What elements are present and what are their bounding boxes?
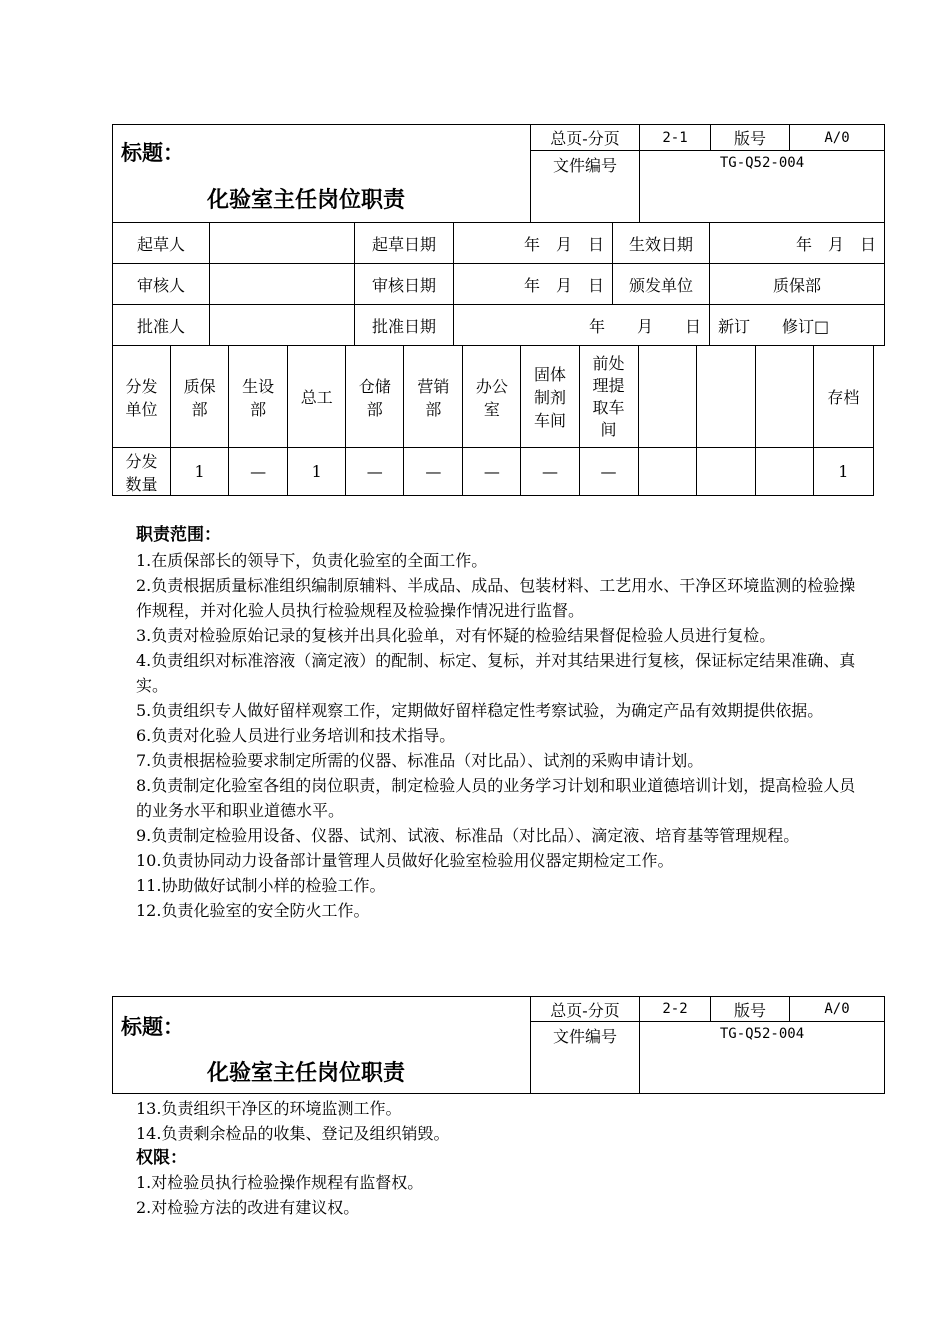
dept-line: 总工 bbox=[300, 388, 333, 407]
review-date-label: 审核日期 bbox=[355, 264, 454, 305]
reviewer-label: 审核人 bbox=[113, 264, 210, 305]
list-item: 14.负责剩余检品的收集、登记及组织销毁。 bbox=[136, 1124, 450, 1143]
qty-header-line: 分发 bbox=[125, 451, 158, 471]
list-item: 1.对检验员执行检验操作规程有监督权。 bbox=[136, 1173, 424, 1192]
list-item: 10.负责协同动力设备部计量管理人员做好化验室检验用仪器定期检定工作。 bbox=[136, 851, 674, 870]
distribution-table bbox=[112, 345, 874, 496]
qty-cell: — bbox=[463, 448, 521, 496]
list-item: 5.负责组织专人做好留样观察工作，定期做好留样稳定性考察试验，为确定产品有效期提供依据。 bbox=[136, 701, 824, 720]
qty-cell: — bbox=[579, 448, 638, 496]
dept-line: 制剂 bbox=[533, 388, 566, 407]
revision-status: 新订 修订□ bbox=[710, 305, 885, 346]
header-title-cell bbox=[113, 997, 531, 1094]
dept-line: 车间 bbox=[533, 411, 566, 430]
dept-line: 存档 bbox=[827, 388, 860, 407]
issuer-value: 质保部 bbox=[710, 264, 885, 305]
qty-header-line: 数量 bbox=[125, 474, 158, 494]
unit-header bbox=[113, 346, 171, 448]
dept-cell bbox=[521, 346, 579, 448]
dept-line: 质保 bbox=[183, 376, 216, 396]
dept-cell-empty bbox=[696, 346, 755, 448]
qty-cell: 1 bbox=[288, 448, 346, 496]
dept-line: 部 bbox=[191, 399, 208, 419]
responsibilities-continued bbox=[136, 1096, 862, 1220]
document-header-1 bbox=[112, 124, 885, 223]
version-value: A/0 bbox=[790, 125, 885, 151]
draft-date-label: 起草日期 bbox=[355, 223, 454, 264]
drafter-label: 起草人 bbox=[113, 223, 210, 264]
dept-line: 前处 bbox=[592, 353, 625, 373]
dept-cell bbox=[346, 346, 404, 448]
list-item: 4.负责组织对标准溶液（滴定液）的配制、标定、复标，并对其结果进行复核，保证标定结果准确、真实。 bbox=[136, 651, 856, 695]
document-header-2 bbox=[112, 996, 885, 1094]
unit-header-line: 分发 bbox=[125, 376, 158, 396]
file-no-label: 文件编号 bbox=[531, 151, 640, 223]
file-no-label: 文件编号 bbox=[531, 1022, 640, 1094]
dept-cell bbox=[288, 346, 346, 448]
list-item: 2.负责根据质量标准组织编制原辅料、半成品、成品、包装材料、工艺用水、干净区环境监测的检验操作规程，并对化验人员执行检验规程及检验操作情况进行监督。 bbox=[136, 576, 856, 620]
qty-cell: — bbox=[404, 448, 463, 496]
dept-line: 办公 bbox=[475, 376, 508, 396]
qty-cell: 1 bbox=[813, 448, 873, 496]
file-no-value: TG-Q52-004 bbox=[640, 151, 885, 223]
dept-cell bbox=[463, 346, 521, 448]
dept-cell bbox=[171, 346, 229, 448]
page-value: 2-2 bbox=[640, 997, 711, 1022]
title-label: 标题： bbox=[121, 1015, 184, 1039]
qty-cell bbox=[638, 448, 696, 496]
approve-date-value: 年 月 日 bbox=[454, 305, 710, 346]
section-title: 职责范围： bbox=[136, 525, 221, 545]
approval-info-table bbox=[112, 222, 885, 346]
dept-cell bbox=[229, 346, 288, 448]
qty-cell bbox=[696, 448, 755, 496]
responsibilities-section bbox=[136, 522, 862, 923]
page-label: 总页-分页 bbox=[531, 997, 640, 1022]
draft-date-value: 年 月 日 bbox=[454, 223, 613, 264]
dept-line: 固体 bbox=[533, 365, 566, 384]
dept-line: 间 bbox=[600, 419, 617, 439]
dept-line: 室 bbox=[483, 399, 500, 419]
dept-line: 生设 bbox=[242, 376, 275, 396]
qty-header bbox=[113, 448, 171, 496]
qty-cell: — bbox=[521, 448, 579, 496]
effective-date-label: 生效日期 bbox=[613, 223, 710, 264]
qty-cell: 1 bbox=[171, 448, 229, 496]
dept-cell bbox=[579, 346, 638, 448]
list-item: 3.负责对检验原始记录的复核并出具化验单，对有怀疑的检验结果督促检验人员进行复检。 bbox=[136, 626, 776, 645]
dept-cell-empty bbox=[638, 346, 696, 448]
list-item: 9.负责制定检验用设备、仪器、试剂、试液、标准品（对比品）、滴定液、培育基等管理规程。 bbox=[136, 826, 800, 845]
section-title: 权限： bbox=[136, 1148, 187, 1168]
list-item: 11.协助做好试制小样的检验工作。 bbox=[136, 876, 386, 895]
dept-line: 仓储 bbox=[358, 376, 391, 396]
effective-date-value: 年 月 日 bbox=[710, 223, 885, 264]
page-label: 总页-分页 bbox=[531, 125, 640, 151]
header-title-cell bbox=[113, 125, 531, 223]
list-item: 7.负责根据检验要求制定所需的仪器、标准品（对比品）、试剂的采购申请计划。 bbox=[136, 751, 704, 770]
dept-cell-empty bbox=[755, 346, 813, 448]
dept-line: 取车 bbox=[592, 397, 625, 417]
dept-cell bbox=[404, 346, 463, 448]
list-item: 13.负责组织干净区的环境监测工作。 bbox=[136, 1099, 402, 1118]
approve-date-label: 批准日期 bbox=[355, 305, 454, 346]
qty-cell bbox=[755, 448, 813, 496]
dept-line: 营销 bbox=[417, 376, 450, 396]
dept-line: 部 bbox=[366, 399, 383, 419]
qty-cell: — bbox=[346, 448, 404, 496]
doc-title: 化验室主任岗位职责 bbox=[207, 188, 406, 213]
list-item: 6.负责对化验人员进行业务培训和技术指导。 bbox=[136, 726, 456, 745]
title-label: 标题： bbox=[121, 141, 184, 165]
list-item: 2.对检验方法的改进有建议权。 bbox=[136, 1198, 360, 1217]
version-value: A/0 bbox=[790, 997, 885, 1022]
version-label: 版号 bbox=[711, 997, 790, 1022]
reviewer-value bbox=[210, 264, 355, 305]
issuer-label: 颁发单位 bbox=[613, 264, 710, 305]
file-no-value: TG-Q52-004 bbox=[640, 1022, 885, 1094]
list-item: 12.负责化验室的安全防火工作。 bbox=[136, 901, 370, 920]
list-item: 1.在质保部长的领导下，负责化验室的全面工作。 bbox=[136, 551, 488, 570]
drafter-value bbox=[210, 223, 355, 264]
version-label: 版号 bbox=[711, 125, 790, 151]
approver-label: 批准人 bbox=[113, 305, 210, 346]
dept-line: 部 bbox=[425, 399, 442, 419]
approver-value bbox=[210, 305, 355, 346]
dept-cell bbox=[813, 346, 873, 448]
doc-title: 化验室主任岗位职责 bbox=[207, 1061, 406, 1086]
qty-cell: — bbox=[229, 448, 288, 496]
review-date-value: 年 月 日 bbox=[454, 264, 613, 305]
page-value: 2-1 bbox=[640, 125, 711, 151]
list-item: 8.负责制定化验室各组的岗位职责，制定检验人员的业务学习计划和职业道德培训计划，提高检验人员的业务水平和职业道德水平。 bbox=[136, 776, 856, 820]
unit-header-line: 单位 bbox=[125, 399, 158, 419]
dept-line: 部 bbox=[250, 399, 267, 419]
dept-line: 理提 bbox=[592, 375, 625, 395]
